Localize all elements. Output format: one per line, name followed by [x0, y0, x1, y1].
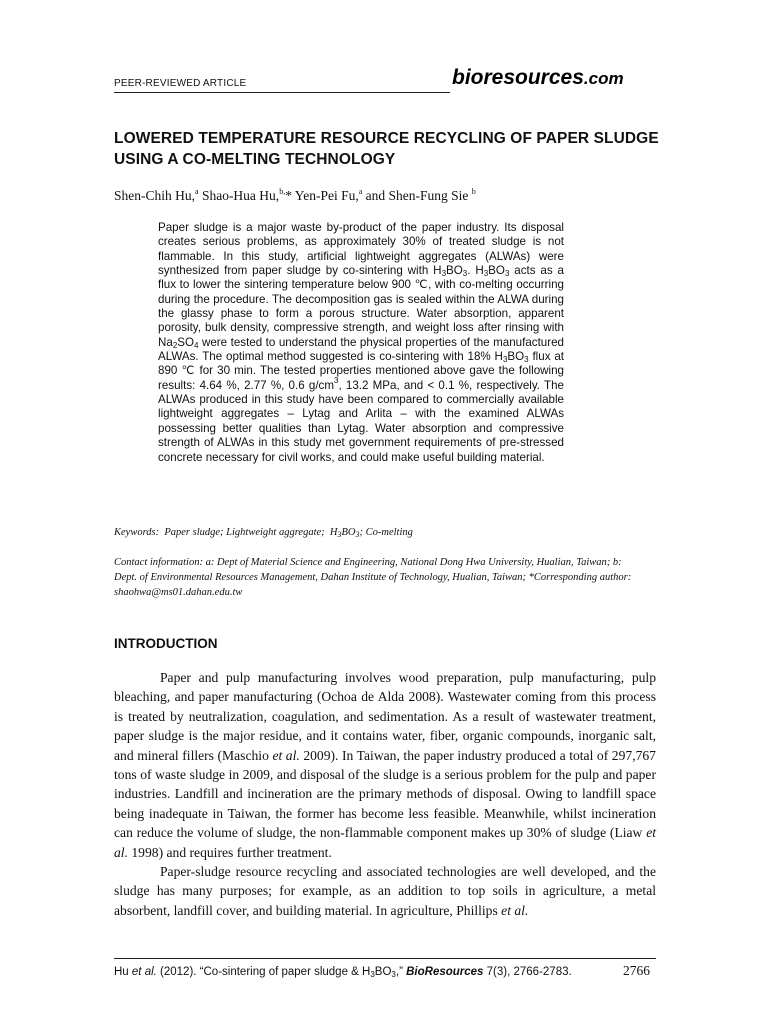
subscript: 3 — [391, 970, 396, 979]
abstract-text: SO — [177, 335, 195, 349]
article-title: LOWERED TEMPERATURE RESOURCE RECYCLING OF PAPER SLUDGE USING A CO-MELTING TECHNOLOGY — [114, 130, 659, 168]
abstract-text: BO — [507, 350, 525, 364]
abstract-text: BO — [446, 264, 463, 278]
paragraph-text: 1998) and requires further treatment. — [127, 844, 332, 860]
abstract-text: . H — [467, 264, 484, 278]
keyword-text: H — [329, 527, 338, 538]
footer-rule — [114, 958, 656, 959]
subscript: 4 — [194, 340, 199, 350]
paragraph — [114, 862, 656, 920]
page-number: 2766 — [623, 963, 650, 978]
author-list — [114, 188, 476, 204]
keywords — [114, 527, 413, 538]
paragraph-text: 2009). In Taiwan, the paper industry produced a total of 297,767 tons of waste sludge in 2009, and disposal of the sludge is a serious problem for the pulp and paper industries. Landfill and incineration are the primary methods of disposal. Owing to landfill space being inadequate in Taiwan, the former has become less feasible. Meanwhile, whilst incineration can reduce the volume of sludge, the non-flammable component makes up 30% of sludge (Liaw — [114, 747, 656, 841]
paragraph-text: Paper and pulp manufacturing involves wood preparation, pulp manufacturing, pulp bleaching, and paper manufacturing (Ochoa de Alda 2008). Wastewater coming from this process is treated by neutralization, coagulation, and sedimentation. As a result of wastewater treatment, paper sludge is the major residue, and it contains water, fiber, organic compounds, inorganic salt, and mineral fillers (Maschio — [114, 670, 656, 763]
keyword-text: BO — [341, 527, 356, 538]
author-affiliation: b, — [279, 187, 286, 196]
superscript: 3 — [334, 375, 339, 385]
brand-suffix: .com — [583, 69, 624, 88]
subscript: 3 — [483, 269, 489, 279]
footer-text: 7(3), 2766-2783. — [483, 966, 572, 978]
subscript: 3 — [502, 355, 508, 365]
citation-etal: et al. — [501, 902, 529, 918]
header-label: PEER-REVIEWED ARTICLE — [114, 78, 247, 89]
keywords-list: Paper sludge; Lightweight aggregate; — [164, 527, 325, 538]
footer-etal: et al. — [131, 966, 157, 978]
abstract-text: were tested to understand the physical properties of the manufactured ALWAs. The optimal method suggested is co-sintering with 18% H — [158, 335, 564, 364]
subscript: 3 — [504, 269, 510, 279]
brand-logo — [452, 66, 624, 90]
author-name: and Shen-Fung Sie — [365, 188, 469, 203]
footer-text: ,” — [395, 966, 407, 978]
author-affiliation: a — [358, 187, 363, 196]
paragraph — [114, 668, 656, 862]
subscript: 3 — [462, 269, 468, 279]
abstract-text: , 13.2 MPa, and < 0.1 %, respectively. The ALWAs produced in this study have been compared to commercially available lightweight aggregates – Lytag and Arlita – with the examined ALWAs possessing better qualities than Lytag. Water absorption and compressive strength of ALWAs in this study met government requirements of pre-stressed concrete necessary for civil works, and could make useful building material. — [158, 378, 564, 464]
citation-etal: et al. — [114, 825, 656, 860]
abstract-text: Paper sludge is a major waste by-product of the paper industry. Its disposal creates serious problems, as approximately 30% of treated sludge is not flammable. In this study, artificial lightweight aggregates (ALWAs) were synthesized from paper sludge by co-sintering with H — [158, 221, 564, 278]
keywords-label: Keywords: — [114, 527, 160, 538]
footer-text: Hu — [114, 966, 132, 978]
author-name: Shao-Hua Hu, — [201, 188, 280, 203]
author-affiliation: a — [195, 187, 199, 196]
abstract — [158, 221, 564, 465]
subscript: 3 — [355, 530, 360, 539]
footer-text: BO — [374, 966, 392, 978]
subscript: 3 — [524, 355, 529, 365]
abstract-text: BO — [488, 264, 505, 278]
paragraph-text: Paper-sludge resource recycling and associated technologies are well developed, and the sludge has many purposes; for example, as an addition to top soils in agriculture, a metal absorbent, landfill cover, and building material. In agriculture, Phillips — [114, 864, 656, 918]
footer-citation — [114, 966, 572, 978]
keyword-text: ; Co-melting — [359, 527, 413, 538]
header-rule — [114, 92, 450, 93]
subscript: 3 — [337, 530, 342, 539]
footer-text: (2012). “Co-sintering of paper sludge & H — [156, 966, 371, 978]
footer-journal: BioResources — [406, 966, 484, 978]
subscript: 3 — [370, 970, 375, 979]
citation-etal: et al. — [272, 747, 300, 763]
subscript: 3 — [441, 269, 447, 279]
author-name: * Yen-Pei Fu, — [285, 188, 359, 203]
author-name: Shen-Chih Hu, — [114, 188, 195, 203]
brand-main: bioresources — [452, 66, 584, 89]
abstract-text: flux at 890 ℃ for 30 min. The tested properties mentioned above gave the following results: 4.64 %, 2.77 %, 0.6 g/cm — [158, 350, 564, 392]
contact-information: Contact information: a: Dept of Material Science and Engineering, National Dong Hwa University, Hualian, Taiwan; b: Dept. of Environmental Resources Management, Dahan Institute of Technology, Hualian, Taiwan; *Corresponding author: shaohwa@ms01.dahan.edu.tw — [114, 557, 632, 598]
subscript: 2 — [172, 340, 178, 350]
author-affiliation: b — [471, 187, 476, 196]
introduction-body — [114, 668, 656, 920]
section-heading: INTRODUCTION — [114, 636, 218, 651]
abstract-text: acts as a flux to lower the sintering temperature below 900 ℃, with co-melting occurring during the procedure. The decomposition gas is sealed within the ALWA during the glassy phase to form a porous structure. Water absorption, apparent porosity, bulk density, compressive strength, and weight loss after rinsing with Na — [158, 264, 564, 349]
